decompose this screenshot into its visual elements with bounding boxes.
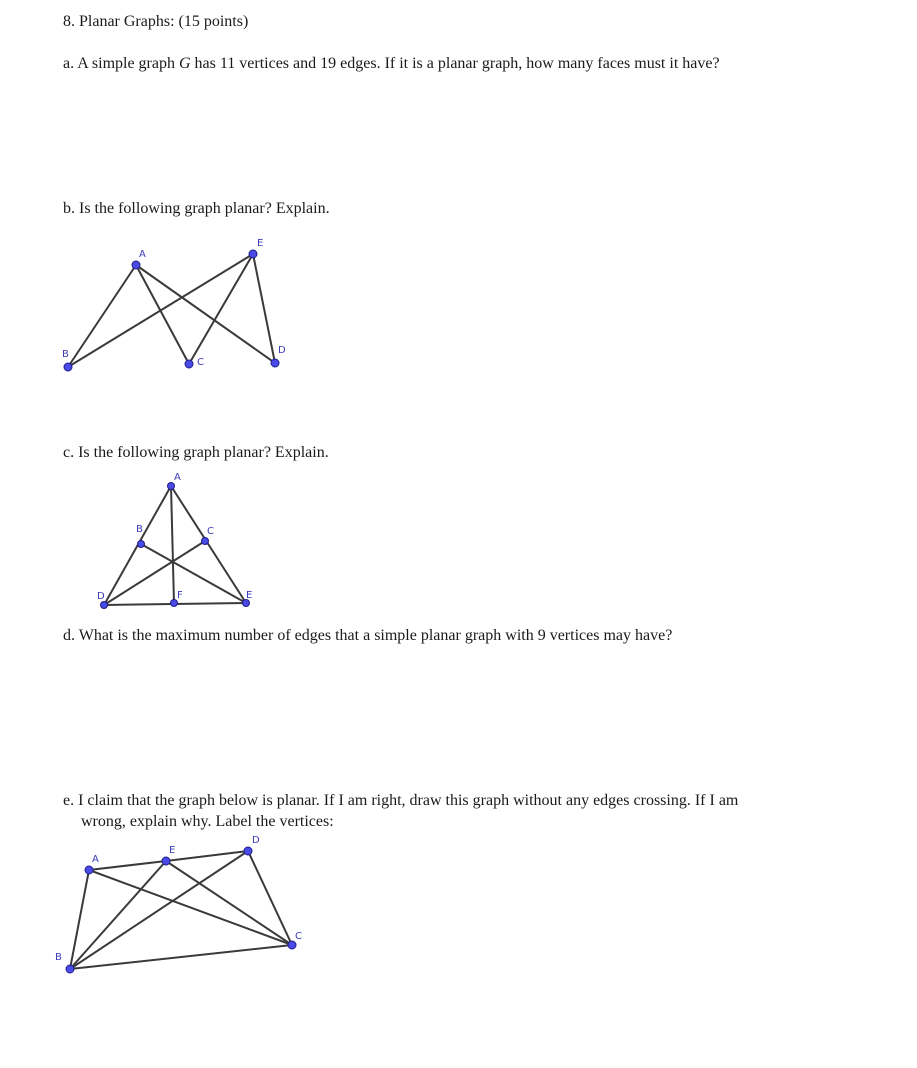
- question-a-text-end: has 11 vertices and 19 edges. If it is a planar graph, how many faces must it have?: [190, 55, 720, 72]
- graph-e-vertices: [66, 847, 296, 973]
- label-d: D: [97, 591, 105, 602]
- label-f: F: [177, 590, 183, 601]
- label-e: E: [257, 238, 264, 249]
- graph-variable: G: [178, 55, 191, 72]
- label-c: C: [295, 931, 302, 942]
- edge-a-b: [70, 870, 89, 969]
- question-e-line2: wrong, explain why. Label the vertices:: [81, 813, 334, 830]
- label-c: C: [207, 526, 214, 537]
- label-a: A: [92, 854, 99, 865]
- edge-b-c: [70, 945, 292, 969]
- question-a-text-start: a. A simple graph: [63, 55, 179, 72]
- question-heading: 8. Planar Graphs: (15 points): [63, 13, 249, 30]
- question-c: c. Is the following graph planar? Explain.: [63, 444, 329, 461]
- label-b: B: [136, 524, 143, 535]
- label-b: B: [55, 952, 62, 963]
- graph-e-edges: [70, 851, 292, 969]
- label-a: A: [139, 249, 146, 260]
- vertex-d: [244, 847, 252, 855]
- question-e-line1: e. I claim that the graph below is planar. If I am right, draw this graph without any edges crossing. If I am: [63, 792, 739, 809]
- label-e: E: [169, 845, 176, 856]
- vertex-b: [66, 965, 74, 973]
- question-b: b. Is the following graph planar? Explain.: [63, 200, 330, 217]
- vertex-e: [162, 857, 170, 865]
- label-d: D: [252, 835, 260, 846]
- label-d: D: [278, 345, 286, 356]
- label-c: C: [197, 357, 204, 368]
- vertex-a: [85, 866, 93, 874]
- label-e: E: [246, 590, 253, 601]
- vertex-c: [288, 941, 296, 949]
- edge-a-e: [89, 861, 166, 870]
- label-a: A: [174, 472, 181, 483]
- label-b: B: [62, 349, 69, 360]
- question-d: d. What is the maximum number of edges that a simple planar graph with 9 vertices may have?: [63, 627, 673, 644]
